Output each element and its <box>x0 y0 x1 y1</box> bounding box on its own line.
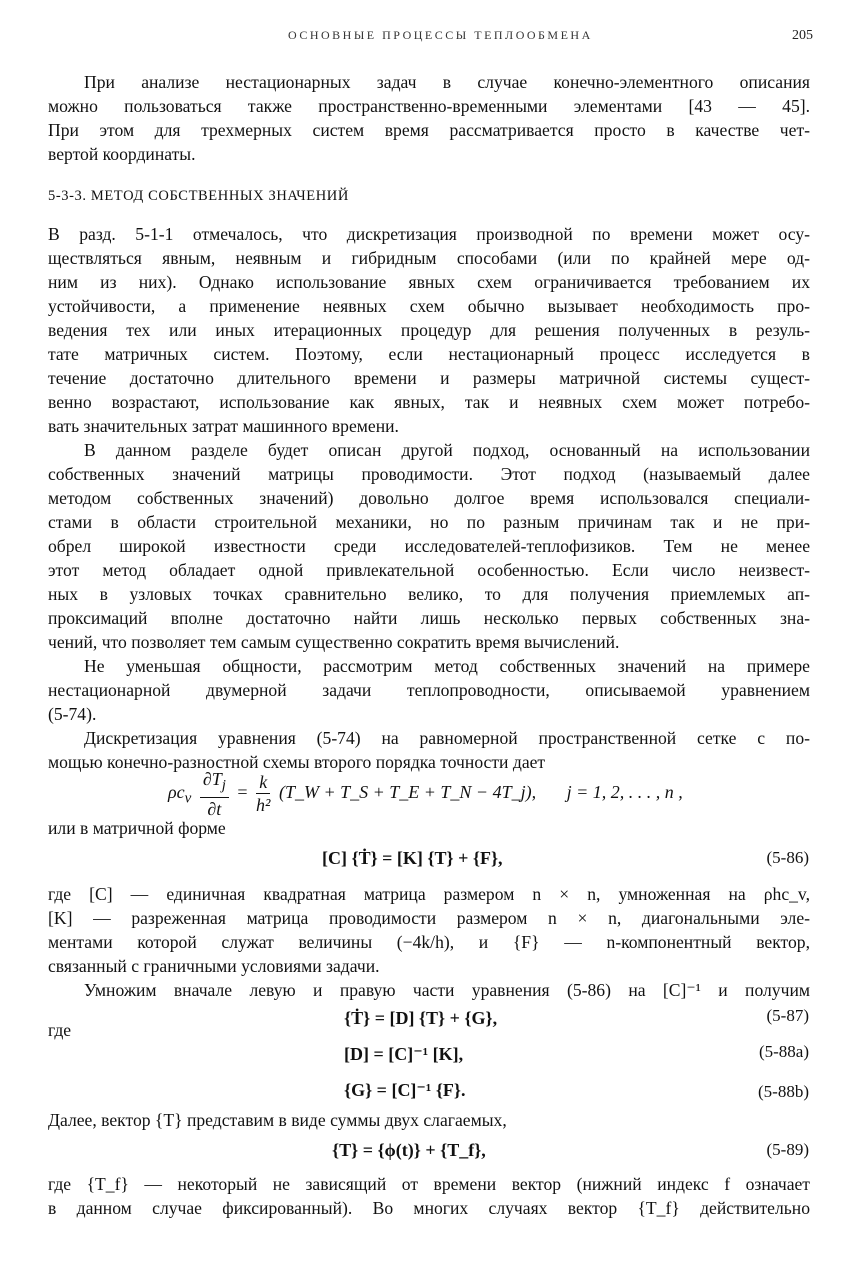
eq-frac1-den: ∂t <box>207 798 222 819</box>
para2-line-4: устойчивости, а применение неявных схем обычно вызывает необходимость про- <box>48 296 810 316</box>
para2-line-5: ведения тех или иных итерационных процедур для решения полученных в резуль- <box>48 320 810 340</box>
equation-5-88a: [D] = [C]⁻¹ [K], <box>344 1044 464 1064</box>
para4-line-1: Не уменьшая общности, рассмотрим метод собственных значений на примере <box>84 656 810 676</box>
equation-number-5-86: (5-86) <box>766 848 809 867</box>
para9-line-1: где {T_f} — некоторый не зависящий от времени вектор (нижний индекс f означает <box>48 1174 810 1194</box>
para1-line-2: можно пользоваться также пространственно-временными элементами [43 — 45]. <box>48 96 810 116</box>
para2-line-3: ним из них). Однако использование явных схем ограничивается требованием их <box>48 272 810 292</box>
para1-line-3: При этом для трехмерных систем время рассматривается просто в качестве чет- <box>48 120 810 140</box>
para6-line-4: связанный с граничными условиями задачи. <box>48 956 380 976</box>
running-header: ОСНОВНЫЕ ПРОЦЕССЫ ТЕПЛООБМЕНА <box>288 28 593 42</box>
equation-5-88b: {G} = [C]⁻¹ {F}. <box>344 1080 466 1100</box>
para3-line-4: стами в области строительной механики, но по разным причинам так и не при- <box>48 512 810 532</box>
para2-line-2: ществляться явным, неявным и гибридным способами (или по крайней мере од- <box>48 248 810 268</box>
equation-discretized <box>168 768 683 820</box>
para5-line-2: мощью конечно-разностной схемы второго порядка точности дает <box>48 752 546 772</box>
para6-line-3: ментами которой служат величины (−4k/h), и {F} — n-компонентный вектор, <box>48 932 810 952</box>
eq-frac1-num: ∂T <box>202 769 222 789</box>
equation-5-86: [C] {Ṫ} = [K] {T} + {F}, <box>322 848 503 868</box>
equation-number-5-88b: (5-88b) <box>758 1082 809 1101</box>
eq-fraction-coef <box>256 771 270 816</box>
eq-lhs: ρc <box>168 781 185 802</box>
para3-line-8: проксимаций вполне достаточно найти лишь несколько первых собственных зна- <box>48 608 810 628</box>
para9-line-2: в данном случае фиксированный). Во многих случаях вектор {T_f} действительно <box>48 1198 810 1218</box>
para2-line-1: В разд. 5-1-1 отмечалось, что дискретизация производной по времени может осу- <box>48 224 810 244</box>
equation-number-5-87: (5-87) <box>766 1006 809 1025</box>
eq-equals: = <box>237 781 248 802</box>
para3-line-7: ных в узловых точках сравнительно велико, то для получения приемлемых ап- <box>48 584 810 604</box>
eq-frac1-num-sub: j <box>221 777 226 794</box>
eq-body: (T_W + T_S + T_E + T_N − 4T_j), <box>278 781 537 802</box>
eq-fraction-time <box>200 768 229 820</box>
para6-line-2: [K] — разреженная матрица проводимости размером n × n, диагональными эле- <box>48 908 810 928</box>
equation-number-5-88a: (5-88a) <box>758 1042 809 1061</box>
para4-line-3: (5-74). <box>48 704 97 724</box>
para2-line-8: венно возрастают, использование как явных, так и неявных схем может потребо- <box>48 392 810 412</box>
para2-line-9: вать значительных затрат машинного времени. <box>48 416 399 436</box>
para3-line-5: обрел широкой известности среди исследователей-теплофизиков. Тем не менее <box>48 536 810 556</box>
section-title: 5-3-3. МЕТОД СОБСТВЕННЫХ ЗНАЧЕНИЙ <box>48 188 349 204</box>
equation-5-89: {T} = {ϕ(t)} + {T_f}, <box>332 1140 486 1160</box>
eq-frac2-den: h² <box>256 795 271 816</box>
matrix-form-intro: или в матричной форме <box>48 818 226 838</box>
equation-5-87: {Ṫ} = [D] {T} + {G}, <box>344 1008 498 1028</box>
para8-line-1: Далее, вектор {T} представим в виде суммы двух слагаемых, <box>48 1110 507 1130</box>
eq-frac2-num: k <box>256 771 270 794</box>
para3-line-2: собственных значений матрицы проводимости. Этот подход (называемый далее <box>48 464 810 484</box>
equation-number-5-89: (5-89) <box>766 1140 809 1159</box>
para4-line-2: нестационарной двумерной задачи теплопроводности, описываемой уравнением <box>48 680 810 700</box>
eq-lhs-sub: v <box>184 790 192 807</box>
para5-line-1: Дискретизация уравнения (5-74) на равномерной пространственной сетке с по- <box>84 728 810 748</box>
eq-index-range: j = 1, 2, . . . , n , <box>566 781 683 802</box>
para7-line-1: Умножим вначале левую и правую части уравнения (5-86) на [C]⁻¹ и получим <box>84 980 810 1000</box>
para6-line-1: где [C] — единичная квадратная матрица размером n × n, умноженная на ρhc_v, <box>48 884 810 904</box>
para1-line-1: При анализе нестационарных задач в случае конечно-элементного описания <box>84 72 810 92</box>
para3-line-3: методом собственных значений) довольно долгое время использовался специали- <box>48 488 810 508</box>
where-label: где <box>48 1020 72 1040</box>
para2-line-7: течение достаточно длительного времени и размеры матричной системы сущест- <box>48 368 810 388</box>
para2-line-6: тате матричных систем. Поэтому, если нестационарный процесс исследуется в <box>48 344 810 364</box>
para3-line-6: этот метод обладает одной привлекательной особенностью. Если число неизвест- <box>48 560 810 580</box>
para3-line-9: чений, что позволяет тем самым существенно сократить время вычислений. <box>48 632 620 652</box>
page-number: 205 <box>792 28 813 43</box>
para3-line-1: В данном разделе будет описан другой подход, основанный на использовании <box>84 440 810 460</box>
para1-line-4: вертой координаты. <box>48 144 196 164</box>
